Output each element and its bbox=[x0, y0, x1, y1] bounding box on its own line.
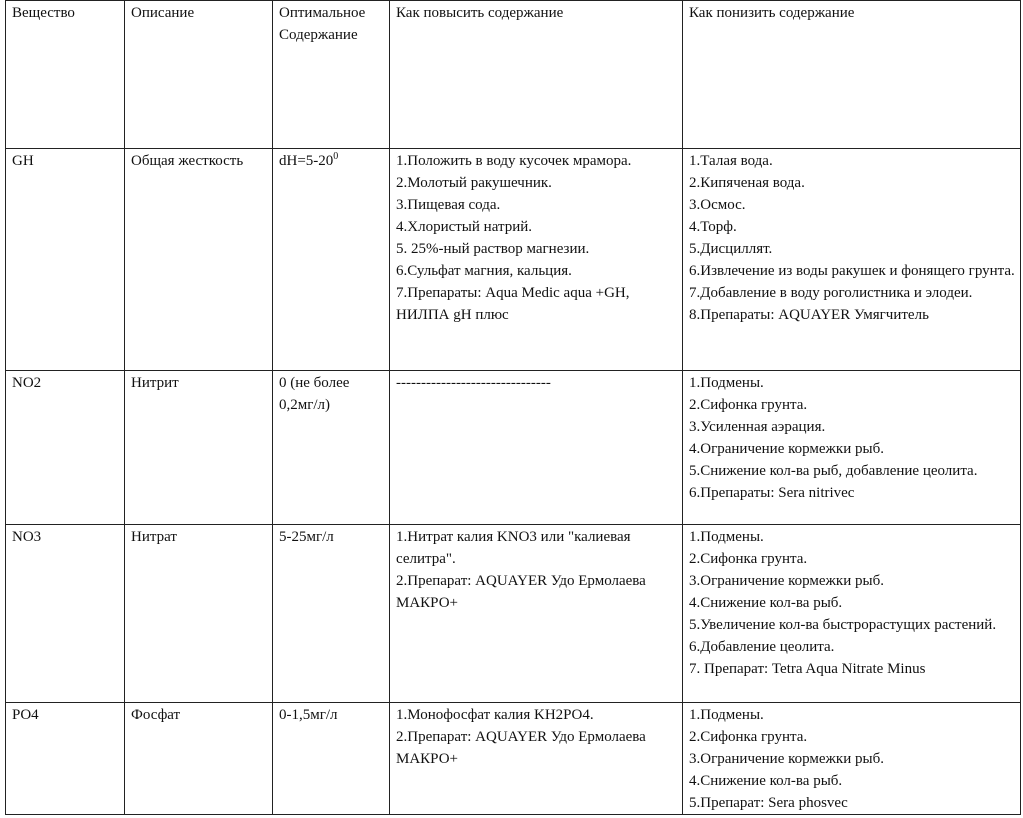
increase-item: ------------------------------- bbox=[396, 375, 551, 391]
decrease-item: 5.Увеличение кол-ва быстрорастущих растений. bbox=[689, 617, 997, 633]
decrease-item: 1.Талая вода. bbox=[689, 153, 773, 169]
decrease-item: 8.Препараты: AQUAYER Умягчитель bbox=[689, 307, 929, 323]
header-decrease: Как понизить содержание bbox=[683, 1, 1021, 149]
decrease-item: 2.Сифонка грунта. bbox=[689, 551, 808, 567]
decrease-item: 3.Усиленная аэрация. bbox=[689, 419, 826, 435]
cell-description: Фосфат bbox=[125, 703, 273, 815]
decrease-item: 1.Подмены. bbox=[689, 375, 764, 391]
table-header-row bbox=[6, 1, 1021, 149]
decrease-item: 3.Осмос. bbox=[689, 197, 746, 213]
decrease-item: 4.Ограничение кормежки рыб. bbox=[689, 441, 884, 457]
increase-item: 1.Монофосфат калия KH2PO4. bbox=[396, 707, 594, 723]
cell-increase bbox=[390, 149, 683, 371]
optimal-degree-superscript: 0 bbox=[333, 151, 339, 162]
header-substance: Вещество bbox=[6, 1, 125, 149]
header-optimal: Оптимальное Содержание bbox=[273, 1, 390, 149]
decrease-item: 5.Дисциллят. bbox=[689, 241, 773, 257]
cell-substance: NO2 bbox=[6, 371, 125, 525]
decrease-item: 5.Снижение кол-ва рыб, добавление цеолита. bbox=[689, 463, 978, 479]
cell-decrease bbox=[683, 525, 1021, 703]
cell-description: Нитрит bbox=[125, 371, 273, 525]
decrease-item: 6.Извлечение из воды ракушек и фонящего грунта. bbox=[689, 263, 1015, 279]
increase-item: 2.Препарат: AQUAYER Удо Ермолаева МАКРО+ bbox=[396, 729, 646, 767]
increase-item: 6.Сульфат магния, кальция. bbox=[396, 263, 572, 279]
decrease-item: 6.Добавление цеолита. bbox=[689, 639, 835, 655]
cell-decrease bbox=[683, 371, 1021, 525]
table-row bbox=[6, 525, 1021, 703]
decrease-item: 4.Снижение кол-ва рыб. bbox=[689, 773, 843, 789]
decrease-item: 1.Подмены. bbox=[689, 529, 764, 545]
cell-substance: NO3 bbox=[6, 525, 125, 703]
decrease-item: 5.Препарат: Sera phosvec bbox=[689, 795, 848, 811]
decrease-item: 4.Торф. bbox=[689, 219, 737, 235]
cell-decrease bbox=[683, 149, 1021, 371]
increase-item: 4.Хлористый натрий. bbox=[396, 219, 533, 235]
header-increase: Как повысить содержание bbox=[390, 1, 683, 149]
cell-increase bbox=[390, 703, 683, 815]
decrease-item: 2.Кипяченая вода. bbox=[689, 175, 805, 191]
optimal-value: dH=5-20 bbox=[279, 153, 334, 169]
table-row bbox=[6, 149, 1021, 371]
increase-item: 5. 25%-ный раствор магнезии. bbox=[396, 241, 590, 257]
cell-description: Общая жесткость bbox=[125, 149, 273, 371]
increase-item: 7.Препараты: Aqua Medic aqua +GH, НИЛПА gH плюс bbox=[396, 285, 630, 323]
cell-decrease bbox=[683, 703, 1021, 815]
cell-increase bbox=[390, 525, 683, 703]
decrease-item: 1.Подмены. bbox=[689, 707, 764, 723]
cell-substance: GH bbox=[6, 149, 125, 371]
cell-optimal bbox=[273, 149, 390, 371]
table-row bbox=[6, 371, 1021, 525]
decrease-item: 4.Снижение кол-ва рыб. bbox=[689, 595, 843, 611]
increase-item: 1.Положить в воду кусочек мрамора. bbox=[396, 153, 632, 169]
cell-optimal: 5-25мг/л bbox=[273, 525, 390, 703]
cell-description: Нитрат bbox=[125, 525, 273, 703]
decrease-item: 7.Добавление в воду роголистника и элодеи. bbox=[689, 285, 973, 301]
cell-substance: PO4 bbox=[6, 703, 125, 815]
increase-item: 3.Пищевая сода. bbox=[396, 197, 501, 213]
table-row bbox=[6, 703, 1021, 815]
increase-item: 2.Молотый ракушечник. bbox=[396, 175, 552, 191]
increase-item: 2.Препарат: AQUAYER Удо Ермолаева МАКРО+ bbox=[396, 573, 646, 611]
cell-increase bbox=[390, 371, 683, 525]
decrease-item: 3.Ограничение кормежки рыб. bbox=[689, 751, 884, 767]
water-parameters-table bbox=[5, 0, 1021, 815]
cell-optimal: 0 (не более 0,2мг/л) bbox=[273, 371, 390, 525]
decrease-item: 6.Препараты: Sera nitrivec bbox=[689, 485, 855, 501]
decrease-item: 2.Сифонка грунта. bbox=[689, 729, 808, 745]
decrease-item: 2.Сифонка грунта. bbox=[689, 397, 808, 413]
decrease-item: 3.Ограничение кормежки рыб. bbox=[689, 573, 884, 589]
header-description: Описание bbox=[125, 1, 273, 149]
increase-item: 1.Нитрат калия KNO3 или "калиевая селитра". bbox=[396, 529, 631, 567]
decrease-item: 7. Препарат: Tetra Aqua Nitrate Minus bbox=[689, 661, 926, 677]
cell-optimal: 0-1,5мг/л bbox=[273, 703, 390, 815]
